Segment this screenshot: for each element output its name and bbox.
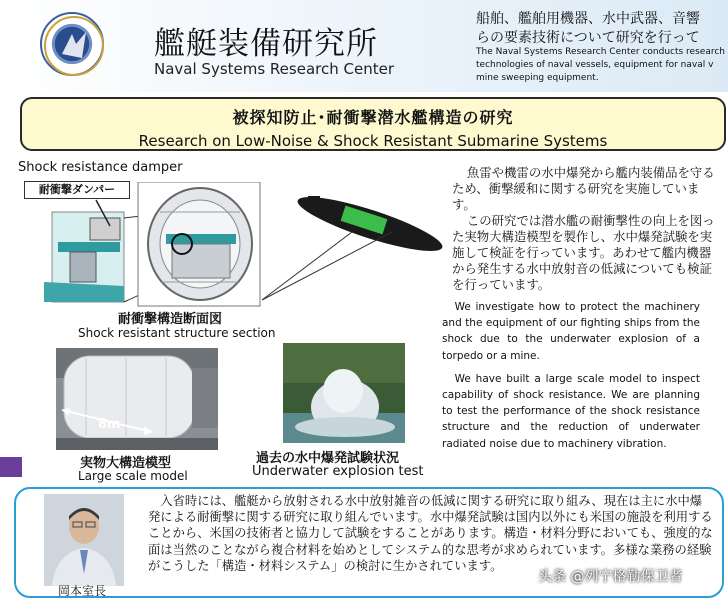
research-banner [20, 97, 726, 151]
section-caption-jp: 耐衝撃構造断面図 [118, 312, 223, 327]
large-scale-model-photo [56, 348, 218, 450]
banner-title-jp: 被探知防止･耐衝撃潜水艦構造の研究 [232, 108, 514, 127]
researcher-name: 岡本室長 [58, 584, 107, 598]
description-en-paragraph: We investigate how to protect the machinery and the equipment of our fighting ships from the shock due to the underwater explosion of a torpedo or a mine. [442, 301, 700, 362]
header-intro-en-line: technologies of naval vessels, equipment for naval v [476, 60, 714, 70]
section-marker [0, 457, 22, 477]
test-caption-jp: 過去の水中爆発試験状況 [256, 451, 400, 466]
damper-label-en: Shock resistance damper [18, 160, 183, 175]
page-title-jp: 艦艇装備研究所 [154, 26, 378, 62]
researcher-comment-text: 入省時には、艦艇から放射される水中放射雑音の低減に関する研究に取り組み、現在は主に水中爆発による耐衝撃に関する研究に取り組んでいます。水中爆発試験は国内以外にも米国の施設を利用することから、米国の技術者と協力して試験をすることがあります。構造・材料分野においても、強度的な面は当然のことながら複合材料を始めとしてシステム的な思考が求められています。多様な業務の経験がこうした「構造・材料システム」の検討に生かされています。 [148, 494, 713, 573]
model-caption-en: Large scale model [78, 469, 188, 483]
research-description-en [442, 299, 700, 452]
page-title-en: Naval Systems Research Center [154, 60, 394, 78]
researcher-photo [44, 494, 124, 586]
damper-detail-diagram [44, 200, 124, 302]
header-intro-jp-line: 船舶、艦舶用機器、水中武器、音響 [476, 11, 700, 27]
model-caption-jp: 実物大構造模型 [80, 456, 172, 471]
header-intro-jp [476, 10, 728, 48]
banner-title-en: Research on Low-Noise & Shock Resistant Submarine Systems [138, 132, 608, 150]
defense-ministry-emblem-icon [40, 12, 104, 76]
source-watermark: 头条 @列宁格勒保卫者 [538, 569, 683, 585]
test-caption-en: Underwater explosion test [252, 464, 424, 479]
researcher-comment [148, 493, 714, 574]
description-jp-paragraph: 魚雷や機雷の水中爆発から艦内装備品を守るため、衝撃緩和に関する研究を実施しています。 [452, 165, 715, 212]
header-intro-jp-line: らの要素技術について研究を行って [476, 30, 700, 46]
underwater-explosion-photo [283, 343, 405, 443]
description-en-paragraph: We have built a large scale model to inspect capability of shock resistance. We are planning to test the performance of the shock resistance structure and the reduction of underwater radiated noise due to machinery vibration. [442, 372, 700, 450]
section-caption-en: Shock resistant structure section [78, 326, 276, 340]
header-intro-en-line: mine sweeping equipment. [476, 73, 599, 83]
shock-resistant-section-diagram [138, 182, 260, 306]
damper-label-jp: 耐衝撃ダンパー [24, 181, 130, 199]
header-intro-en-line: The Naval Systems Research Center conducts research [476, 47, 725, 57]
research-description-jp [452, 165, 718, 293]
structure-illustration [40, 182, 450, 310]
header-intro-en [476, 46, 728, 85]
submarine-illustration [262, 187, 447, 300]
model-dimension-label: 8m [98, 417, 121, 432]
description-jp-paragraph: この研究では潜水艦の耐衝撃性の向上を図った実物大構造模型を製作し、水中爆発試験を実施して検証を行っています。あわせて艦内機器から発生する水中放射音の低減についても検証を行っています。 [452, 213, 715, 292]
